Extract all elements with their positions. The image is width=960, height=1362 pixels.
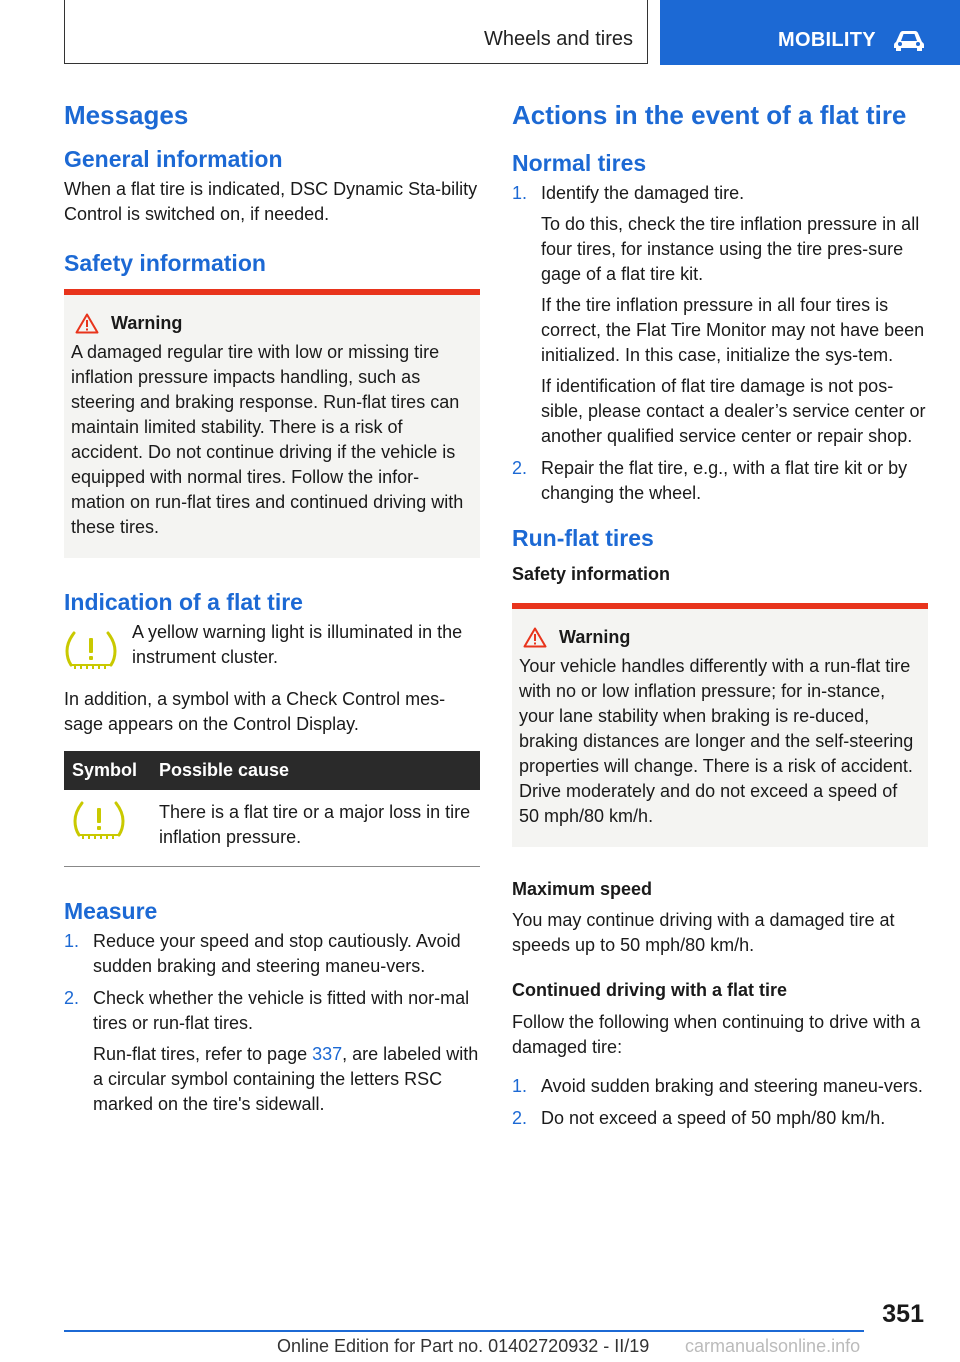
tire-pressure-warning-icon xyxy=(72,800,126,840)
table-header-row xyxy=(64,751,480,790)
symbol-table xyxy=(64,751,480,867)
warning-triangle-icon xyxy=(75,313,99,334)
warning-text: Your vehicle handles differently with a run-flat tire with no or low inflation pressure; for in‐stance, your lane stability when braking is re‐duced, braking distances are longer and the self-steering properties will change. There is a risk of accident. Drive moderately and do not exceed a speed of 50 mph/80 km/h. xyxy=(519,656,914,827)
list-text: Avoid sudden braking and steering maneu‐vers. xyxy=(541,1075,923,1096)
heading-indication-flat-tire: Indication of a flat tire xyxy=(64,588,303,615)
list-text: Check whether the vehicle is fitted with nor‐mal tires or run-flat tires. xyxy=(93,987,470,1033)
list-number: 2. xyxy=(512,1107,528,1128)
continued-driving-list xyxy=(512,1074,928,1131)
list-item xyxy=(512,1106,928,1131)
warning-text: A damaged regular tire with low or missing tire inflation pressure impacts handling, such as steering and braking response. Run-flat tires can maintain limited stability. There is a risk of accident. Do not continue driving if the vehicle is equipped with normal tires. Follow the infor‐mation on run-flat tires and continued driving with these tires. xyxy=(71,341,464,537)
table-row xyxy=(64,790,480,867)
page-header xyxy=(0,0,960,66)
warning-header xyxy=(519,627,920,648)
heading-actions-flat-tire: Actions in the event of a flat tire xyxy=(512,100,907,130)
page-number: 351 xyxy=(882,1300,924,1328)
warning-header xyxy=(71,313,472,334)
indication-icon-wrap xyxy=(64,620,118,675)
list-number: 2. xyxy=(512,458,528,479)
list-text: Reduce your speed and stop cautiously. Avoid sudden braking and steering maneu‐vers. xyxy=(93,930,461,976)
maximum-speed-text: You may continue driving with a damaged tire at speeds up to 50 mph/80 km/h. xyxy=(512,910,895,956)
header-chapter-tab xyxy=(660,0,960,65)
header-section-title: Wheels and tires xyxy=(484,28,633,50)
warning-triangle-icon xyxy=(523,627,547,648)
heading-safety-information: Safety information xyxy=(64,250,266,277)
heading-general-information: General information xyxy=(64,146,283,173)
list-item xyxy=(512,456,928,506)
list-text: Identify the damaged tire. xyxy=(541,183,745,204)
table-cell-cause: There is a flat tire or a major loss in tire inflation pressure. xyxy=(151,790,480,867)
table-header-symbol: Symbol xyxy=(64,751,151,790)
measure-list xyxy=(64,929,480,1117)
left-column xyxy=(64,100,480,1131)
list-number: 1. xyxy=(512,1075,528,1096)
subtext-after: , are labeled with a circular symbol containing the letters RSC marked on the tire's sidewall. xyxy=(93,1043,479,1114)
tire-pressure-warning-icon xyxy=(64,630,118,670)
warning-box xyxy=(512,603,928,847)
list-number: 2. xyxy=(64,987,80,1008)
heading-maximum-speed: Maximum speed xyxy=(512,879,653,900)
heading-run-flat-tires: Run-flat tires xyxy=(512,525,654,552)
edition-text: Online Edition for Part no. 01402720932 - II/19 xyxy=(277,1336,650,1356)
heading-measure: Measure xyxy=(64,897,158,924)
warning-box xyxy=(64,289,480,558)
subtext-before: Run-flat tires, refer to page xyxy=(93,1043,313,1064)
indication-text: A yellow warning light is illuminated in the instrument cluster. xyxy=(132,621,463,667)
heading-continued-driving: Continued driving with a flat tire xyxy=(512,980,788,1001)
list-subtext: If the tire inflation pressure in all four tires is correct, the Flat Tire Monitor may not have been initialized. In this case, initialize the sys‐tem. xyxy=(541,295,925,366)
heading-normal-tires: Normal tires xyxy=(512,150,647,177)
heading-messages: Messages xyxy=(64,100,189,130)
warning-title: Warning xyxy=(111,312,183,333)
warning-title: Warning xyxy=(559,627,631,648)
list-text: Repair the flat tire, e.g., with a flat tire kit or by changing the wheel. xyxy=(541,458,908,504)
general-information-text: When a flat tire is indicated, DSC Dynamic Sta‐bility Control is switched on, if needed. xyxy=(64,179,478,225)
list-item xyxy=(64,986,480,1117)
car-icon xyxy=(892,28,926,52)
list-number: 1. xyxy=(512,183,528,204)
list-number: 1. xyxy=(64,930,80,951)
page-reference-link[interactable]: 337 xyxy=(312,1043,343,1064)
watermark: carmanualsonline.info xyxy=(685,1336,861,1356)
list-subtext: If identification of flat tire damage is not pos‐sible, please contact a dealer’s service center or another qualified service center or repair shop. xyxy=(541,376,926,447)
header-chapter-title: MOBILITY xyxy=(778,29,876,51)
list-item xyxy=(512,181,928,449)
heading-safety-information-runflat: Safety information xyxy=(512,563,671,584)
normal-tires-list xyxy=(512,181,928,506)
addition-text: In addition, a symbol with a Check Control mes‐sage appears on the Control Display. xyxy=(64,688,446,734)
header-section-box xyxy=(64,0,648,64)
right-column xyxy=(512,100,928,1145)
footer-divider xyxy=(64,1330,864,1332)
list-subtext xyxy=(93,1042,480,1117)
list-item xyxy=(512,1074,928,1099)
indication-row xyxy=(64,620,480,675)
list-item xyxy=(64,929,480,979)
list-text: Do not exceed a speed of 50 mph/80 km/h. xyxy=(541,1107,886,1128)
table-cell-symbol xyxy=(64,790,151,867)
continued-driving-text: Follow the following when continuing to drive with a damaged tire: xyxy=(512,1011,921,1057)
table-header-cause: Possible cause xyxy=(151,751,480,790)
list-subtext: To do this, check the tire inflation pressure in all four tires, for instance using the tire pres‐sure gage of a flat tire kit. xyxy=(541,214,920,285)
